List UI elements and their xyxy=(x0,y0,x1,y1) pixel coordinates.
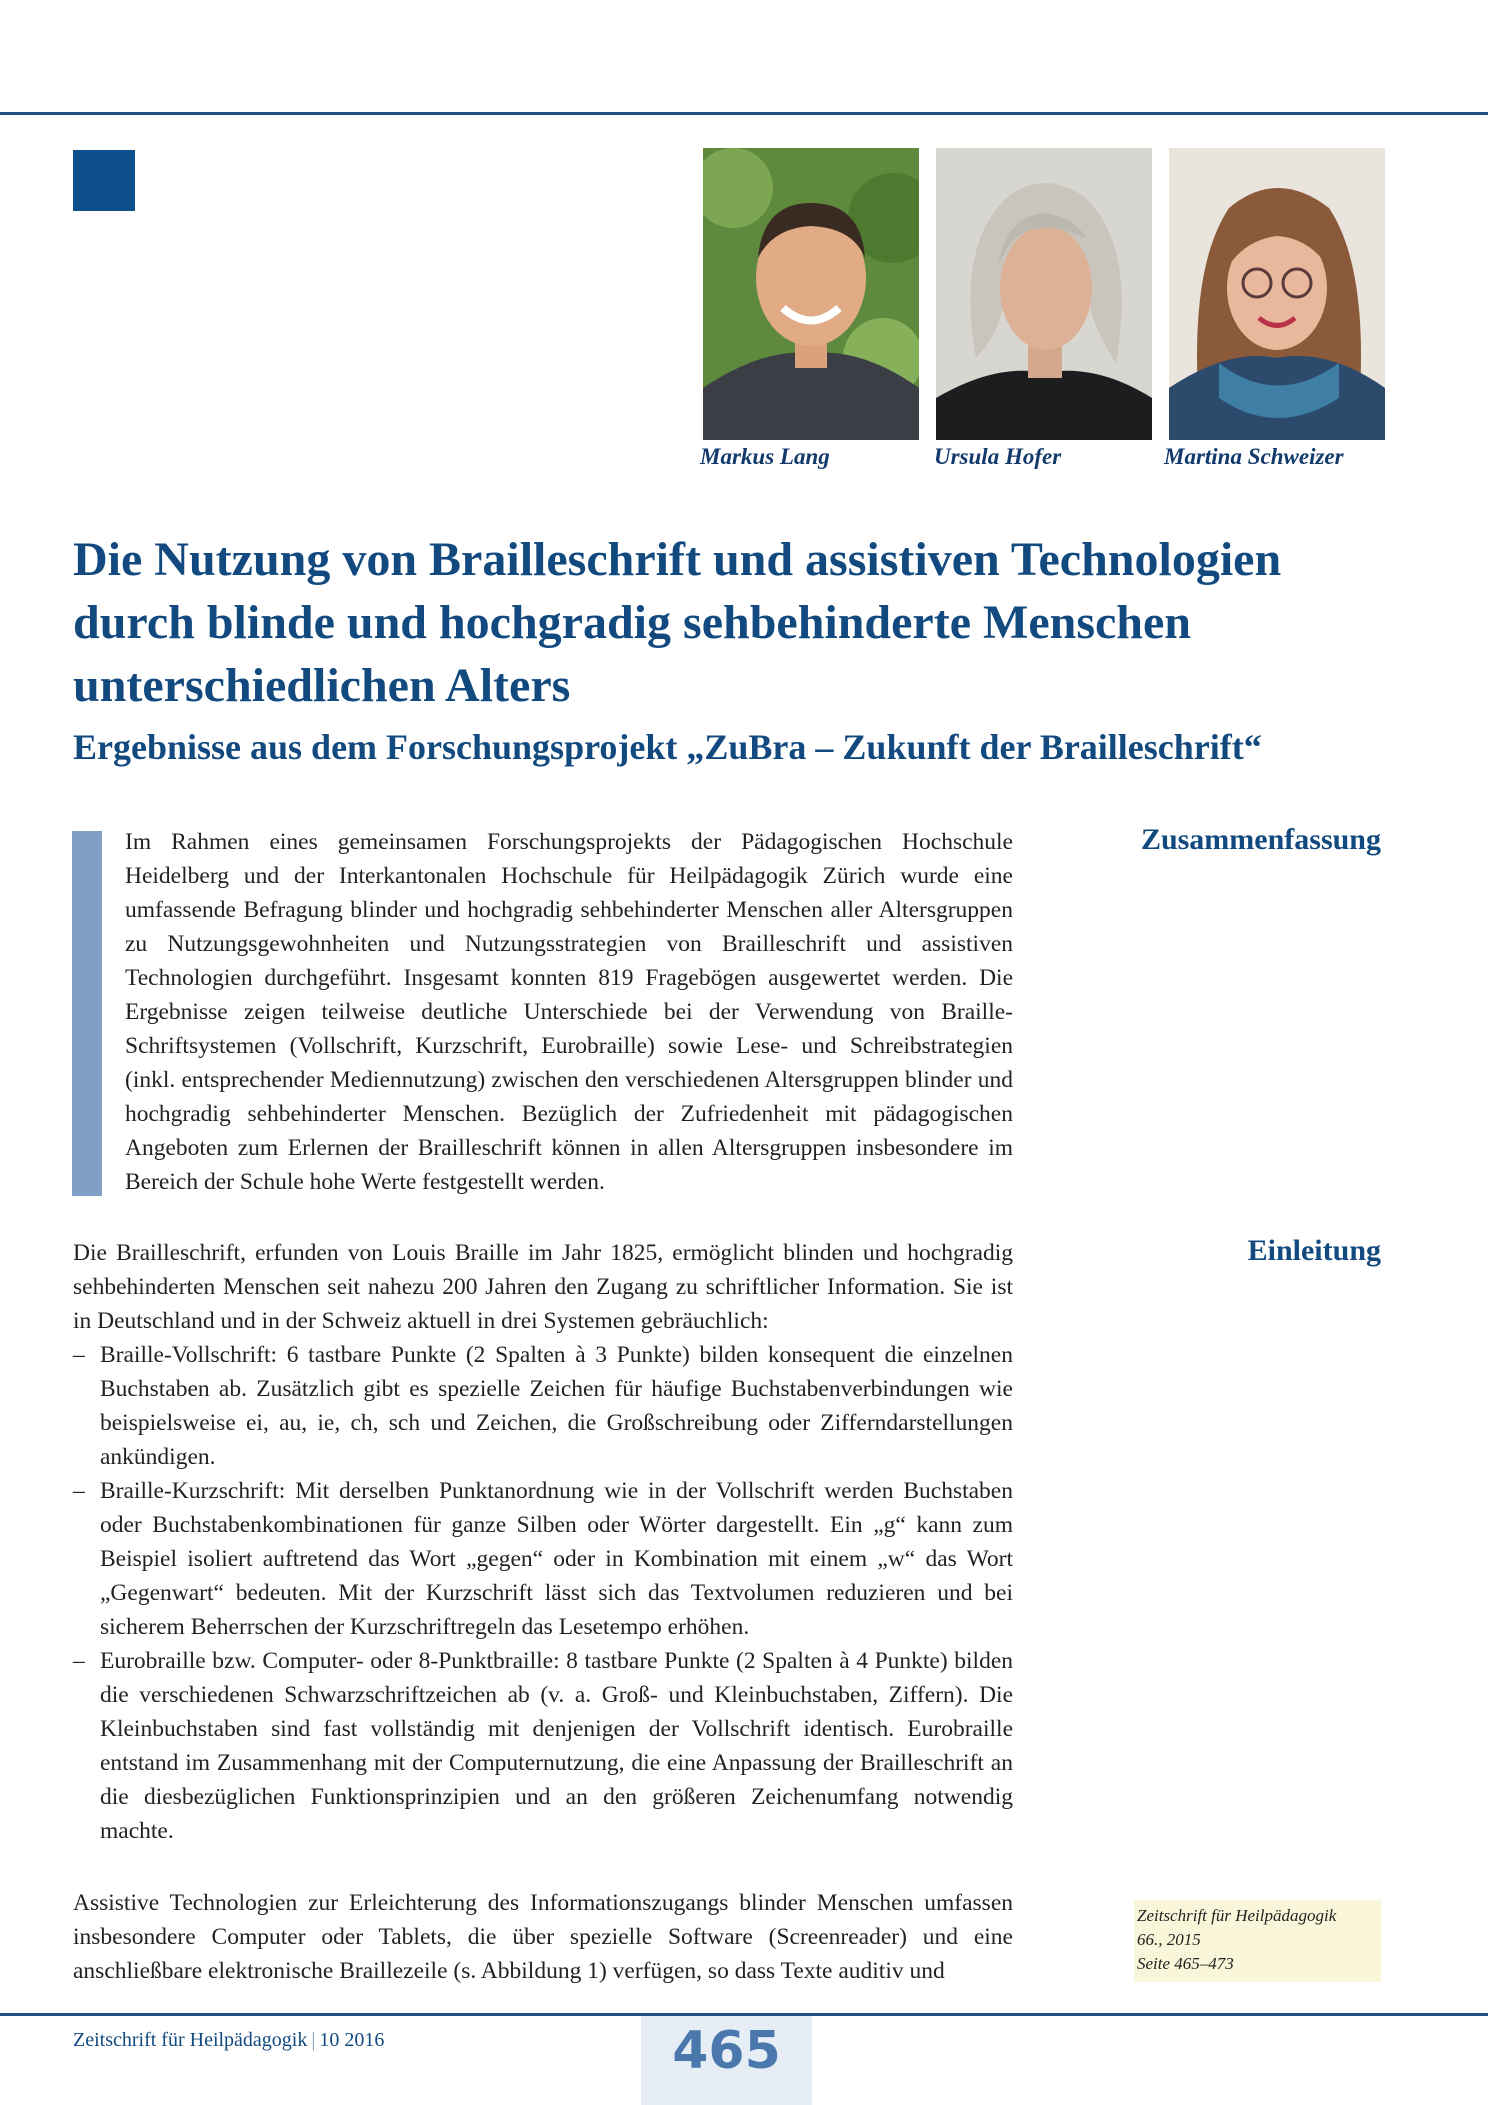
footer-issue: 10 2016 xyxy=(319,2029,385,2051)
introduction-heading: Einleitung xyxy=(1247,1234,1381,1267)
author-photo-2 xyxy=(936,148,1152,440)
citation-pages: Seite 465–473 xyxy=(1137,1954,1234,1973)
author-name: Ursula Hofer xyxy=(934,444,1062,469)
title-line: unterschiedlichen Alters xyxy=(73,659,571,712)
citation-journal: Zeitschrift für Heilpädagogik xyxy=(1137,1906,1337,1925)
braille-systems-list xyxy=(73,1338,1013,1848)
citation-box xyxy=(1134,1900,1381,1982)
body-paragraph: Assistive Technologien zur Erleichterung des Informationszugangs blinder Menschen umfassen insbesondere Computer oder Tablets, die über spezielle Software (Screenreader) und eine anschließbare elektronische Braillezeile (s. Abbildung 1) verfügen, so dass Texte auditiv und xyxy=(73,1890,1013,1984)
section-marker xyxy=(73,150,135,211)
intro-paragraph: Die Brailleschrift, erfunden von Louis Braille im Jahr 1825, ermöglicht blinden und hochgradig sehbehinderten Menschen seit nahezu 200 Jahren den Zugang zu schriftlicher Information. Sie ist in Deutschland und in der Schweiz aktuell in drei Systemen gebräuchlich: xyxy=(73,1240,1013,1334)
article-subtitle: Ergebnisse aus dem Forschungsprojekt „ZuBra – Zukunft der Brailleschrift“ xyxy=(73,727,1262,767)
abstract-text: Im Rahmen eines gemeinsamen Forschungsprojekts der Pädagogischen Hochschule Heidelberg und der Interkantonalen Hochschule für Heilpädagogik Zürich wurde eine umfassende Befragung blinder und hochgradig sehbehinderter Menschen aller Altersgruppen zu Nutzungsgewohnheiten und Nutzungsstrategien von Brailleschrift und assistiven Technologien durchgeführt. Insgesamt konnten 819 Fragebögen ausgewertet werden. Die Ergebnisse zeigen teilweise deutliche Unterschiede bei der Verwendung von Braille-Schriftsystemen (Vollschrift, Kurzschrift, Eurobraille) sowie Lese- und Schreibstrategien (inkl. entsprechender Mediennutzung) zwischen den verschiedenen Altersgruppen blinder und hochgradig sehbehinderter Menschen. Bezüglich der Zufriedenheit mit pädagogischen Angeboten zum Erlernen der Brailleschrift können in allen Altersgruppen insbesondere im Bereich der Schule hohe Werte festgestellt werden. xyxy=(125,829,1013,1195)
abstract-heading: Zusammenfassung xyxy=(1140,823,1381,856)
title-line: durch blinde und hochgradig sehbehinderte Menschen xyxy=(73,596,1191,649)
title-line: Die Nutzung von Brailleschrift und assistiven Technologien xyxy=(73,533,1282,586)
author-photo-1 xyxy=(703,148,919,440)
citation-volume: 66., 2015 xyxy=(1137,1930,1201,1949)
abstract-bar xyxy=(72,831,102,1196)
list-item: – Braille-Kurzschrift: Mit derselben Punktanordnung wie in der Vollschrift werden Buchstaben oder Buchstabenkombinationen für ganze Silben oder Wörter dargestellt. Ein „g“ kann zum Beispiel isoliert auftretend das Wort „gegen“ oder in Kombination mit einem „w“ das Wort „Gegenwart“ bedeuten. Mit der Kurzschrift lässt sich das Textvolumen reduzieren und bei sicherem Beherrschen der Kurzschriftregeln das Lesetempo erhöhen. xyxy=(73,1478,1013,1640)
author-photo-3 xyxy=(1169,148,1385,440)
author-name: Martina Schweizer xyxy=(1164,444,1344,469)
page-number: 465 xyxy=(672,2021,781,2081)
footer-journal-name: Zeitschrift für Heilpädagogik xyxy=(73,2029,308,2051)
list-item: – Eurobraille bzw. Computer- oder 8-Punktbraille: 8 tastbare Punkte (2 Spalten à 4 Punkte) bilden die verschiedenen Schwarzschriftzeichen ab (v. a. Groß- und Kleinbuchstaben, Ziffern). Die Kleinbuchstaben sind fast vollständig mit denjenigen der Vollschrift identisch. Eurobraille entstand im Zusammenhang mit der Computernutzung, die eine Anpassung der Brailleschrift an die diesbezüglichen Funktionsprinzipien und an den größeren Zeichenumfang notwendig machte. xyxy=(73,1648,1013,1844)
article-title xyxy=(73,528,1413,717)
list-item: – Braille-Vollschrift: 6 tastbare Punkte (2 Spalten à 3 Punkte) bilden konsequent die einzelnen Buchstaben ab. Zusätzlich gibt es spezielle Zeichen für häufige Buchstabenverbindungen wie beispielsweise ei, au, ie, ch, sch und Zeichen, die Großschreibung oder Zifferndarstellungen ankündigen. xyxy=(73,1342,1013,1470)
header-rule xyxy=(0,112,1488,115)
author-name: Markus Lang xyxy=(700,444,830,469)
footer-journal: Zeitschrift für Heilpädagogik | 10 2016 xyxy=(73,2029,385,2051)
